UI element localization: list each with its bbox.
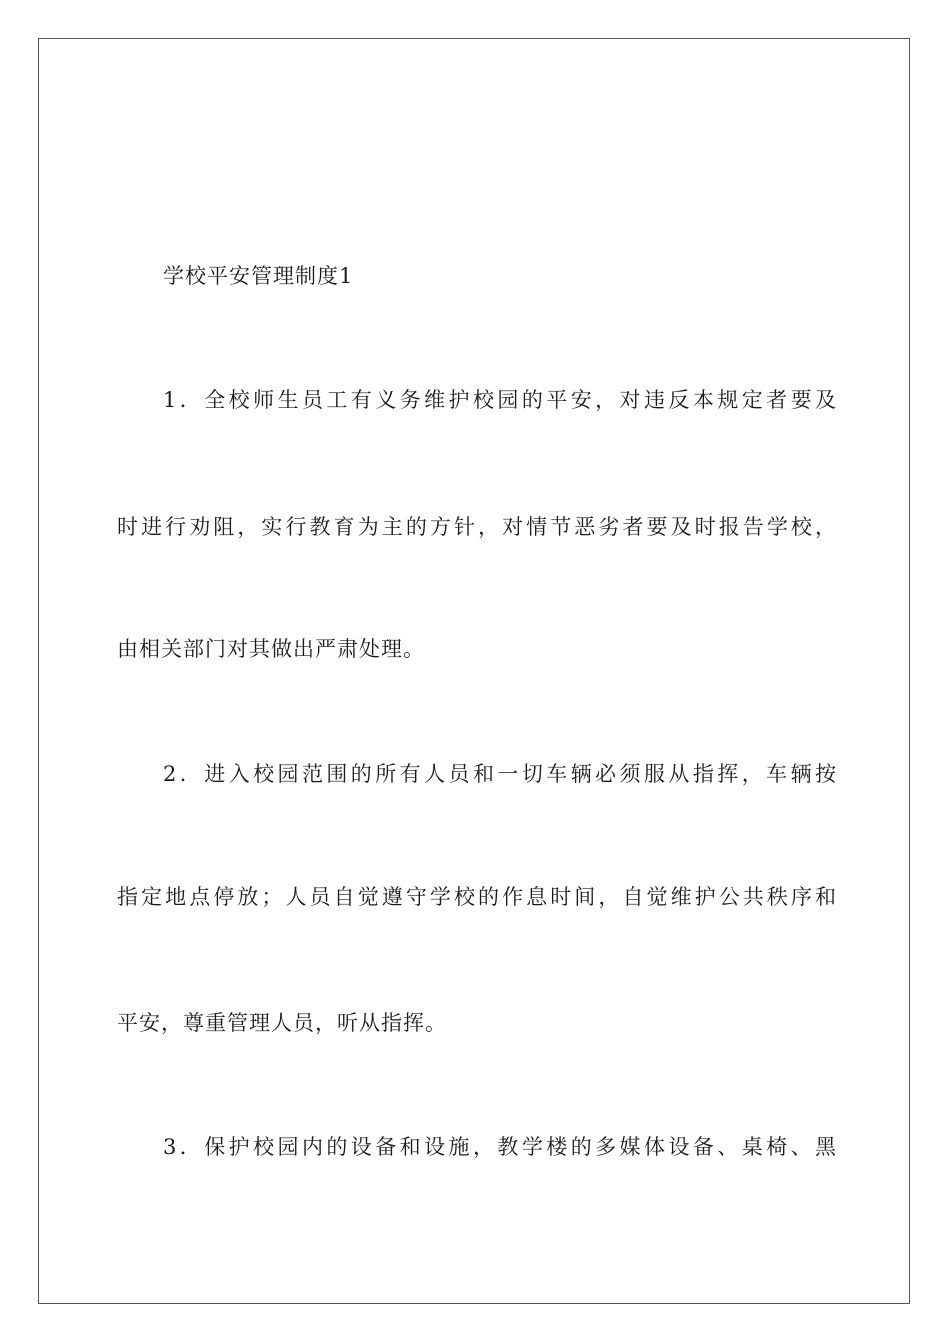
paragraph-line: 2．进入校园范围的所有人员和一切车辆必须服从指挥，车辆按: [163, 762, 837, 786]
paragraph-line: 平安，尊重管理人员，听从指挥。: [117, 1011, 447, 1035]
document-title: 学校平安管理制度1: [163, 264, 354, 288]
paragraph-line: 时进行劝阻，实行教育为主的方针，对情节恶劣者要及时报告学校，: [117, 515, 837, 539]
paragraph-line: 1．全校师生员工有义务维护校园的平安，对违反本规定者要及: [163, 388, 837, 412]
paragraph-line: 由相关部门对其做出严肃处理。: [117, 637, 425, 661]
page-border: [38, 38, 910, 1304]
paragraph-line: 3．保护校园内的设备和设施，教学楼的多媒体设备、桌椅、黑: [163, 1135, 837, 1159]
paragraph-line: 指定地点停放；人员自觉遵守学校的作息时间，自觉维护公共秩序和: [117, 885, 837, 909]
